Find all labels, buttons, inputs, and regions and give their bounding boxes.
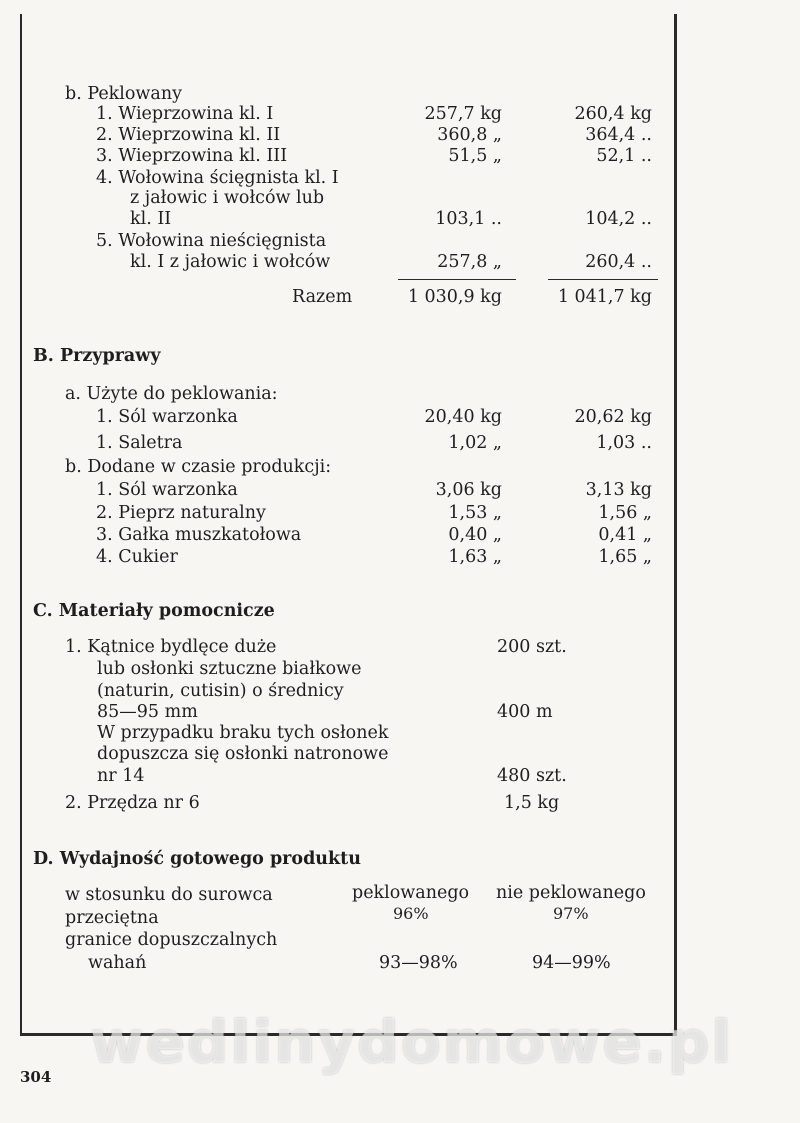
item-label: 3. Wieprzowina kl. III bbox=[96, 146, 288, 166]
item-label-line: kl. I z jałowic i wołców bbox=[130, 252, 331, 272]
item-label-line: 4. Wołowina ścięgnista kl. I bbox=[96, 168, 339, 188]
item-value-pickled: 1,63 „ bbox=[448, 547, 502, 567]
material-quantity: 400 m bbox=[497, 702, 553, 722]
material-line: 2. Przędza nr 6 bbox=[65, 793, 200, 813]
item-value-unpickled: 52,1 .. bbox=[596, 146, 652, 166]
item-value-unpickled: 20,62 kg bbox=[574, 407, 652, 427]
item-label: 1. Wieprzowina kl. I bbox=[96, 104, 274, 124]
total-label: Razem bbox=[292, 287, 353, 307]
item-label: 4. Cukier bbox=[96, 547, 178, 567]
item-value-pickled: 103,1 .. bbox=[435, 209, 502, 229]
total-value-unpickled: 1 041,7 kg bbox=[557, 287, 652, 307]
item-value-unpickled: 1,03 .. bbox=[596, 433, 652, 453]
item-value-pickled: 0,40 „ bbox=[448, 525, 502, 545]
watermark: wedlinydomowe.pl bbox=[90, 1008, 734, 1076]
item-value-pickled: 1,53 „ bbox=[448, 503, 502, 523]
material-line: dopuszcza się osłonki natronowe bbox=[97, 744, 389, 764]
item-value-pickled: 20,40 kg bbox=[424, 407, 502, 427]
item-label: 2. Pieprz naturalny bbox=[96, 503, 266, 523]
yield-col-header-pickled: peklowanego bbox=[352, 883, 470, 903]
material-line: W przypadku braku tych osłonek bbox=[97, 723, 389, 743]
total-value-pickled: 1 030,9 kg bbox=[407, 287, 502, 307]
item-label: 2. Wieprzowina kl. II bbox=[96, 125, 281, 145]
page-number: 304 bbox=[20, 1068, 52, 1086]
section-heading-yield: D. Wydajność gotowego produktu bbox=[33, 849, 361, 869]
item-label: 1. Sól warzonka bbox=[96, 407, 238, 427]
sum-rule bbox=[548, 279, 658, 280]
item-value-unpickled: 260,4 kg bbox=[574, 104, 652, 124]
item-label-line: z jałowic i wołców lub bbox=[130, 188, 325, 208]
subsection-heading: b. Dodane w czasie produkcji: bbox=[65, 457, 332, 477]
item-value-unpickled: 260,4 .. bbox=[585, 252, 652, 272]
item-label: 3. Gałka muszkatołowa bbox=[96, 525, 302, 545]
material-line: nr 14 bbox=[97, 766, 145, 786]
item-value-unpickled: 0,41 „ bbox=[598, 525, 652, 545]
material-line: 85—95 mm bbox=[97, 702, 198, 722]
yield-average-unpickled: 97% bbox=[553, 904, 589, 923]
item-value-unpickled: 3,13 kg bbox=[585, 480, 652, 500]
yield-range-label-line: wahań bbox=[88, 953, 147, 973]
item-value-unpickled: 364,4 .. bbox=[585, 125, 652, 145]
material-quantity: 1,5 kg bbox=[504, 793, 560, 813]
item-value-pickled: 51,5 „ bbox=[448, 146, 502, 166]
item-value-pickled: 360,8 „ bbox=[437, 125, 502, 145]
item-value-pickled: 257,7 kg bbox=[424, 104, 502, 124]
yield-col-header-unpickled: nie peklowanego bbox=[496, 883, 646, 903]
section-heading-materials: C. Materiały pomocnicze bbox=[33, 601, 275, 621]
section-heading-pickled: b. Peklowany bbox=[65, 84, 182, 104]
yield-average-label: przeciętna bbox=[65, 908, 159, 928]
item-value-pickled: 257,8 „ bbox=[437, 252, 502, 272]
item-label: 1. Saletra bbox=[96, 433, 183, 453]
subsection-heading: a. Użyte do peklowania: bbox=[65, 384, 278, 404]
item-label-line: kl. II bbox=[130, 209, 172, 229]
material-quantity: 200 szt. bbox=[497, 637, 567, 657]
material-line: 1. Kątnice bydlęce duże bbox=[65, 637, 277, 657]
yield-relative-label: w stosunku do surowca bbox=[65, 885, 273, 905]
yield-range-pickled: 93—98% bbox=[379, 953, 458, 973]
item-label: 1. Sól warzonka bbox=[96, 480, 238, 500]
item-value-unpickled: 1,56 „ bbox=[598, 503, 652, 523]
yield-range-label-line: granice dopuszczalnych bbox=[65, 930, 278, 950]
item-value-pickled: 3,06 kg bbox=[435, 480, 502, 500]
item-value-unpickled: 104,2 .. bbox=[585, 209, 652, 229]
section-heading-spices: B. Przyprawy bbox=[33, 346, 161, 366]
item-label-line: 5. Wołowina nieścięgnista bbox=[96, 231, 327, 251]
sum-rule bbox=[398, 279, 516, 280]
item-value-unpickled: 1,65 „ bbox=[598, 547, 652, 567]
yield-average-pickled: 96% bbox=[393, 904, 429, 923]
material-quantity: 480 szt. bbox=[497, 766, 567, 786]
material-line: (naturin, cutisin) o średnicy bbox=[97, 681, 344, 701]
yield-range-unpickled: 94—99% bbox=[532, 953, 611, 973]
material-line: lub osłonki sztuczne białkowe bbox=[97, 659, 362, 679]
item-value-pickled: 1,02 „ bbox=[448, 433, 502, 453]
